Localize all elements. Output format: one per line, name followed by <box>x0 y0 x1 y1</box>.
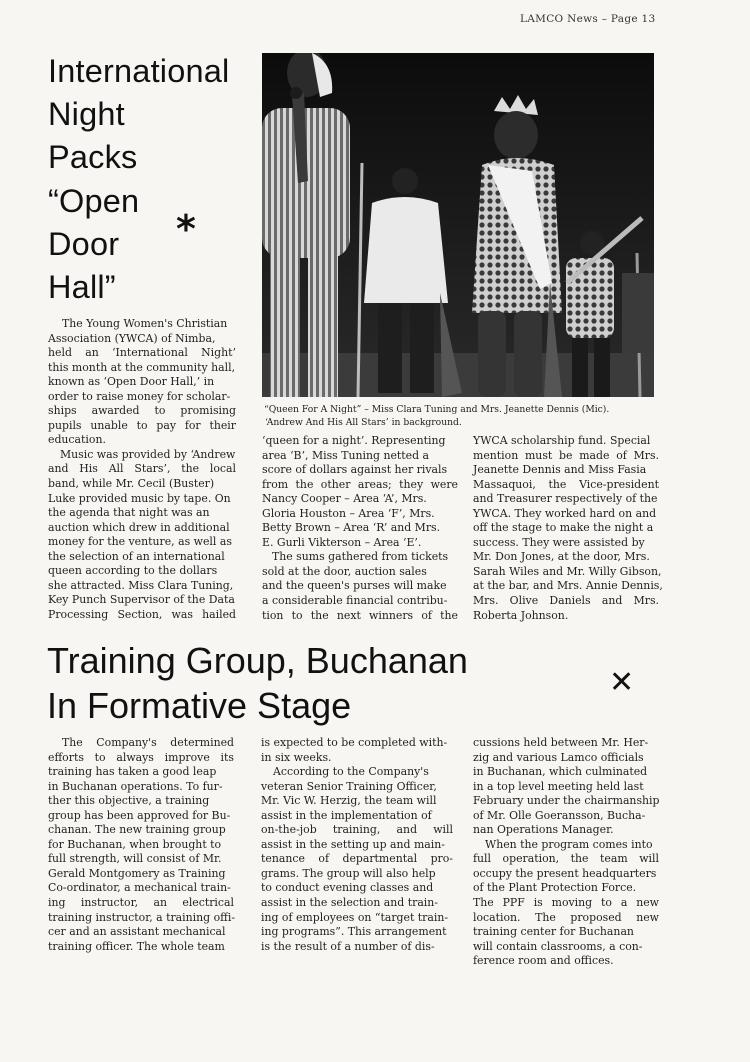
text-line: When the program comes into <box>485 837 653 851</box>
text-line: ther this objective, a training <box>48 794 210 808</box>
text-line: and the queen's purses will make <box>262 579 447 593</box>
text-line: order to raise money for scholar- <box>48 389 231 403</box>
text-line: of the Plant Protection Force. <box>473 881 637 895</box>
text-line: Luke provided music by tape. On <box>48 491 231 505</box>
article2-headline <box>47 638 607 728</box>
text-line: nan Operations Manager. <box>473 823 614 837</box>
text-line: on-the-job training, and will <box>261 823 453 837</box>
text-line: to conduct evening classes and <box>261 881 434 895</box>
text-line: Gloria Houston – Area ‘F’, Mrs. <box>262 506 435 520</box>
text-line: grams. The group will also help <box>261 866 436 880</box>
text-line: training officer. The whole team <box>48 939 225 953</box>
text-line: YWCA. They worked hard on and <box>473 506 657 520</box>
text-line: Co-ordinator, a mechanical train- <box>48 881 231 895</box>
text-line: tenance of departmental pro- <box>261 852 453 866</box>
text-line: Betty Brown – Area ‘R’ and Mrs. <box>262 521 441 535</box>
headline-line: Packs <box>48 139 138 176</box>
text-line: full operation, the team will <box>473 852 659 866</box>
text-line: held an ‘International Night’ <box>48 346 236 360</box>
caption-line: “Queen For A Night” – Miss Clara Tuning and Mrs. Jeanette Dennis (Mic). <box>264 404 610 415</box>
running-head: LAMCO News – Page 13 <box>520 13 656 25</box>
text-line: she attracted. Miss Clara Tuning, <box>48 578 234 592</box>
text-line: ference room and offices. <box>473 954 614 968</box>
text-line: group has been approved for Bu- <box>48 808 231 822</box>
caption-line: ‘Andrew And His All Stars’ in background. <box>265 416 462 428</box>
text-line: full strength, will consist of Mr. <box>48 852 222 866</box>
text-line: Mrs. Olive Daniels and Mrs. <box>473 594 659 608</box>
text-line: efforts to always improve its <box>48 750 234 764</box>
text-line: veteran Senior Training Officer, <box>261 779 437 793</box>
text-line: money for the venture, as well as <box>48 535 232 549</box>
text-line: chanan. The new training group <box>48 823 226 837</box>
text-line: Processing Section, was hailed <box>48 607 236 621</box>
text-line: ‘queen for a night’. Representing <box>262 434 446 447</box>
article1-column-3 <box>473 434 663 623</box>
text-line: assist in the implementation of <box>261 808 432 822</box>
text-line: in Buchanan operations. To fur- <box>48 779 223 793</box>
stage-photo <box>262 53 654 397</box>
headline-line: Door <box>48 225 120 262</box>
text-line: the agenda that night was an <box>48 506 210 520</box>
text-line: is expected to be completed with- <box>261 736 448 749</box>
text-line: will contain classrooms, a con- <box>473 939 643 953</box>
text-line: training has taken a good leap <box>48 765 217 779</box>
text-line: in a top level meeting held last <box>473 779 644 793</box>
text-line: education. <box>48 433 106 447</box>
article1-column-2 <box>262 434 458 623</box>
text-line: location. The proposed new <box>473 910 659 924</box>
headline-line: “Open <box>48 182 140 219</box>
text-line: a considerable financial contribu- <box>262 594 448 608</box>
text-line: Key Punch Supervisor of the Data <box>48 593 235 607</box>
text-line: off the stage to make the night a <box>473 521 654 535</box>
text-line: Music was provided by ‘Andrew <box>60 447 236 461</box>
text-line: ing instructor, an electrical <box>48 896 234 910</box>
text-line: assist in the selection and train- <box>261 896 438 910</box>
text-line: Roberta Johnson. <box>473 608 569 622</box>
text-line: Mr. Don Jones, at the door, Mrs. <box>473 550 650 564</box>
text-line: E. Gurli Vikterson – Area ‘E’. <box>262 535 422 549</box>
cross-ornament: ✕ <box>609 665 635 700</box>
text-line: occupy the present headquarters <box>473 866 657 880</box>
text-line: band, while Mr. Cecil (Buster) <box>48 477 215 491</box>
text-line: the selection of an international <box>48 549 225 563</box>
text-line: score of dollars against her rivals <box>262 463 448 477</box>
text-line: mention must be made of Mrs. <box>473 448 659 462</box>
text-line: cer and an assistant mechanical <box>48 925 226 939</box>
text-line: sold at the door, auction sales <box>262 564 427 578</box>
headline-line: Training Group, Buchanan <box>47 640 468 681</box>
text-line: February under the chairmanship <box>473 794 660 808</box>
text-line: ing of employees on “target train- <box>261 910 449 924</box>
stage-photo-illustration <box>262 53 654 397</box>
text-line: at the bar, and Mrs. Annie Dennis, <box>473 579 663 593</box>
text-line: zig and various Lamco officials <box>473 750 644 764</box>
text-line: in Buchanan, which culminated <box>473 765 648 779</box>
text-line: Sarah Wiles and Mr. Willy Gibson, <box>473 564 662 578</box>
text-line: cussions held between Mr. Her- <box>473 736 649 749</box>
text-line: YWCA scholarship fund. Special <box>473 434 651 447</box>
text-line: Jeanette Dennis and Miss Fasia <box>473 463 647 477</box>
text-line: training instructor, a training offi- <box>48 910 236 924</box>
text-line: Association (YWCA) of Nimba, <box>48 331 216 345</box>
text-line: area ‘B’, Miss Tuning netted a <box>262 448 430 462</box>
headline-line: Night <box>48 96 125 133</box>
text-line: Gerald Montgomery as Training <box>48 866 226 880</box>
text-line: The Company's determined <box>62 736 234 749</box>
text-line: training center for Buchanan <box>473 925 634 939</box>
text-line: and Treasurer respectively of the <box>473 492 658 506</box>
text-line: this month at the community hall, <box>48 360 236 374</box>
text-line: According to the Company's <box>273 765 429 779</box>
headline-line: Hall” <box>48 269 116 306</box>
headline-line: In Formative Stage <box>47 685 352 726</box>
text-line: for Buchanan, when brought to <box>48 837 222 851</box>
text-line: pupils unable to pay for their <box>48 418 236 432</box>
text-line: The PPF is moving to a new <box>473 896 659 910</box>
text-line: Nancy Cooper – Area ‘A’, Mrs. <box>262 492 427 506</box>
text-line: auction which drew in additional <box>48 520 230 534</box>
headline-line: International <box>48 53 230 89</box>
text-line: The sums gathered from tickets <box>272 550 449 564</box>
text-line: from the other areas; they were <box>262 477 458 491</box>
article2-column-1 <box>48 736 234 954</box>
text-line: success. They were assisted by <box>473 535 645 549</box>
text-line: assist in the setting up and main- <box>261 837 445 851</box>
text-line: and His All Stars’, the local <box>48 462 236 476</box>
text-line: tion to the next winners of the <box>262 608 458 622</box>
text-line: ing programs”. This arrangement <box>261 925 447 939</box>
text-line: of Mr. Olle Goeransson, Bucha- <box>473 808 646 822</box>
text-line: ships awarded to promising <box>48 404 236 418</box>
text-line: known as ‘Open Door Hall,’ in <box>48 375 215 389</box>
article2-column-3 <box>473 736 659 969</box>
asterisk-ornament: * <box>176 207 196 251</box>
photo-caption <box>264 404 664 429</box>
text-line: Massaquoi, the Vice-president <box>473 477 659 491</box>
text-line: Mr. Vic W. Herzig, the team will <box>261 794 437 808</box>
text-line: The Young Women's Christian <box>62 317 228 330</box>
text-line: is the result of a number of dis- <box>261 939 435 953</box>
text-line: queen according to the dollars <box>48 564 218 578</box>
article2-column-2 <box>261 736 453 954</box>
text-line: in six weeks. <box>261 750 332 764</box>
article1-column-1 <box>48 317 236 622</box>
article1-headline <box>48 50 248 309</box>
